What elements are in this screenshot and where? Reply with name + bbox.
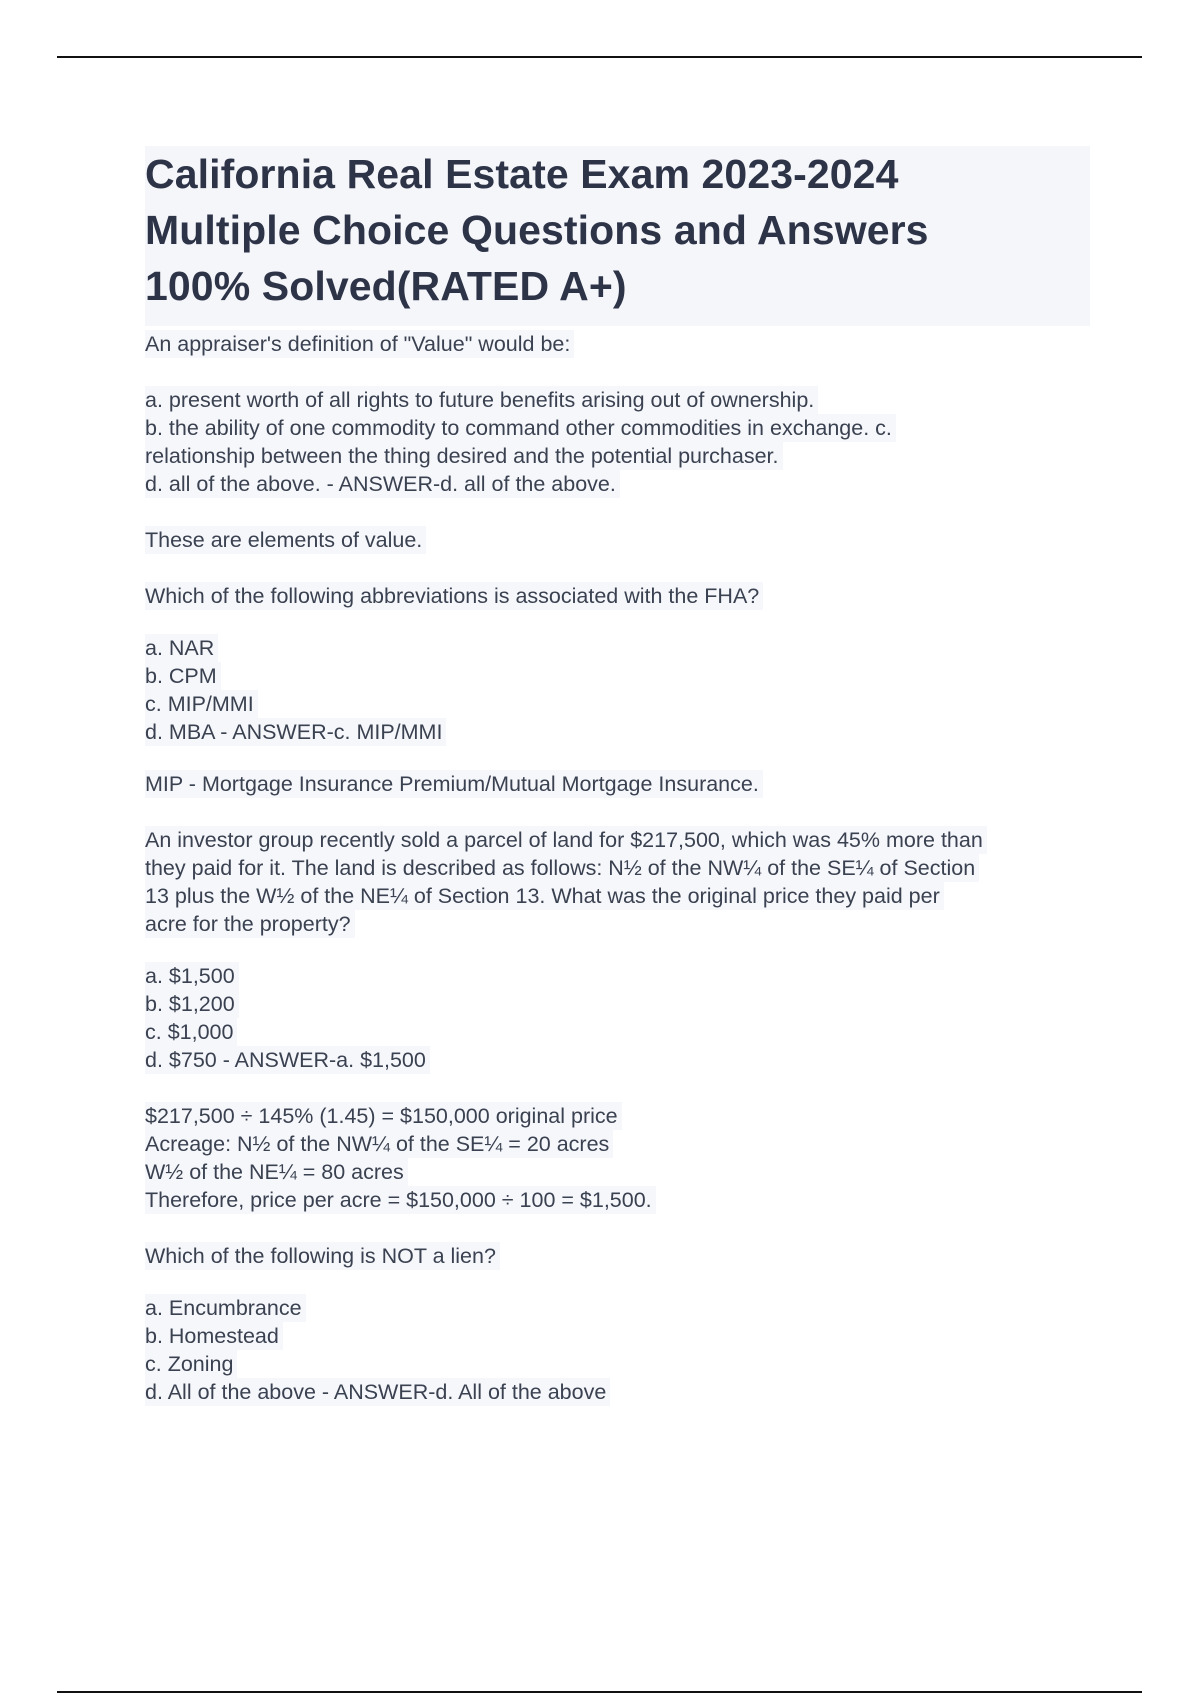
answer-option: b. CPM [145,662,221,690]
explanation-text: Acreage: N½ of the NW¼ of the SE¼ = 20 acres [145,1130,613,1158]
answer-option: c. MIP/MMI [145,690,258,718]
answer-option: a. NAR [145,634,218,662]
answer-option: b. $1,200 [145,990,239,1018]
answer-option: a. $1,500 [145,962,239,990]
question-text: An appraiser's definition of "Value" would be: [145,330,574,358]
question-text: acre for the property? [145,910,355,938]
explanation-text: MIP - Mortgage Insurance Premium/Mutual Mortgage Insurance. [145,770,763,798]
answer-option: c. $1,000 [145,1018,237,1046]
answer-option: d. $750 - ANSWER-a. $1,500 [145,1046,430,1074]
title-line: California Real Estate Exam 2023-2024 [145,151,899,197]
document-content [145,146,1090,1406]
answer-option: c. Zoning [145,1350,237,1378]
document-title [145,146,1090,314]
question-text: 13 plus the W½ of the NE¼ of Section 13. What was the original price they paid per [145,882,944,910]
title-line: 100% Solved(RATED A+) [145,263,627,309]
title-line: Multiple Choice Questions and Answers [145,207,929,253]
question-text: Which of the following abbreviations is associated with the FHA? [145,582,763,610]
answer-option: a. Encumbrance [145,1294,306,1322]
question-text: An investor group recently sold a parcel of land for $217,500, which was 45% more than [145,826,987,854]
explanation-text: Therefore, price per acre = $150,000 ÷ 100 = $1,500. [145,1186,656,1214]
answer-option: b. the ability of one commodity to command other commodities in exchange. c. [145,414,896,442]
explanation-text: W½ of the NE¼ = 80 acres [145,1158,408,1186]
question-text: they paid for it. The land is described as follows: N½ of the NW¼ of the SE¼ of Section [145,854,979,882]
answer-option: d. MBA - ANSWER-c. MIP/MMI [145,718,446,746]
answer-option: b. Homestead [145,1322,283,1350]
document-body [145,330,1090,1406]
answer-option: d. All of the above - ANSWER-d. All of the above [145,1378,610,1406]
answer-option: d. all of the above. - ANSWER-d. all of the above. [145,470,620,498]
answer-option: relationship between the thing desired and the potential purchaser. [145,442,783,470]
explanation-text: $217,500 ÷ 145% (1.45) = $150,000 original price [145,1102,622,1130]
top-rule [57,56,1142,58]
question-text: Which of the following is NOT a lien? [145,1242,500,1270]
bottom-rule [57,1691,1142,1693]
answer-option: a. present worth of all rights to future benefits arising out of ownership. [145,386,818,414]
explanation-text: These are elements of value. [145,526,426,554]
title-block [145,146,1090,326]
